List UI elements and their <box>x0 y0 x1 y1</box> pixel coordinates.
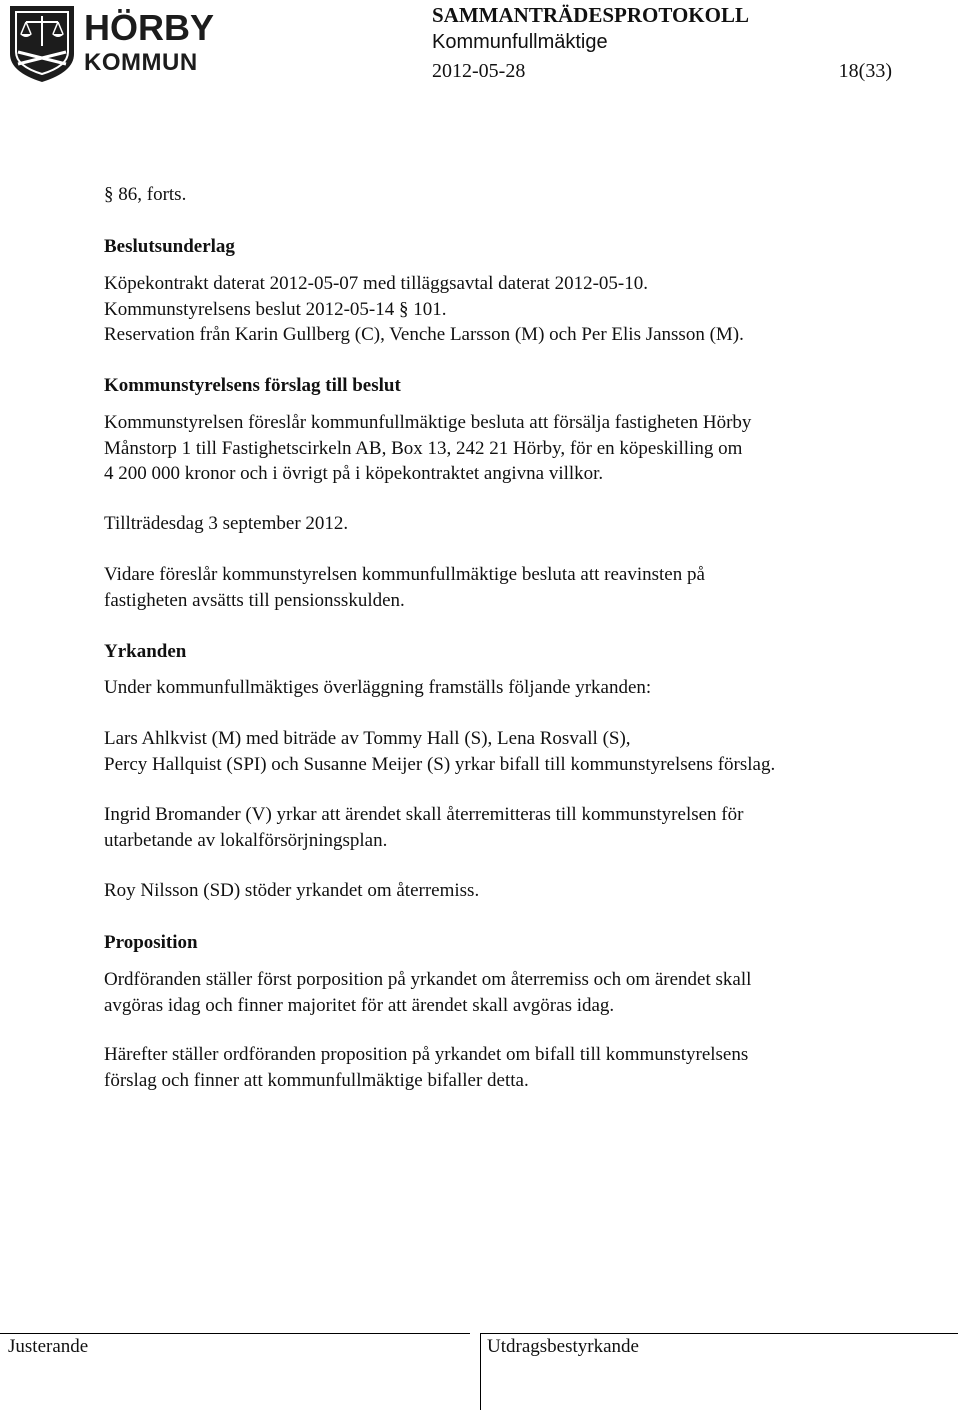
paragraph-yrkande-bromander <box>104 802 900 853</box>
text-line: Kommunstyrelsens beslut 2012-05-14 § 101. <box>104 298 447 320</box>
municipality-logo <box>8 2 215 84</box>
text-line: Kommunstyrelsen föreslår kommunfullmäktige besluta att försälja fastigheten Hörby <box>104 412 752 433</box>
text-line: Månstorp 1 till Fastighetscirkeln AB, Box 13, 242 21 Hörby, för en köpeskilling om <box>104 437 743 459</box>
footer-utdragsbestyrkande-label: Utdragsbestyrkande <box>487 1336 639 1357</box>
paragraph-tilltradesdag <box>104 511 900 537</box>
section-number: § 86, forts. <box>104 184 187 205</box>
text-line: Ingrid Bromander (V) yrkar att ärendet skall återremitteras till kommunstyrelsen för <box>104 804 744 825</box>
heading-proposition: Proposition <box>104 932 198 953</box>
text-line: fastigheten avsätts till pensionsskulden. <box>104 589 405 611</box>
text-line: Percy Hallquist (SPI) och Susanne Meijer (S) yrkar bifall till kommunstyrelsens förslag. <box>104 753 776 775</box>
text-line: Vidare föreslår kommunstyrelsen kommunfullmäktige besluta att reavinsten på <box>104 564 705 585</box>
text-line: avgöras idag och finner majoritet för att ärendet skall avgöras idag. <box>104 994 615 1016</box>
heading-beslutsunderlag: Beslutsunderlag <box>104 236 235 257</box>
text-line: Roy Nilsson (SD) stöder yrkandet om återremiss. <box>104 880 480 901</box>
page-number: 18(33) <box>838 60 892 82</box>
meeting-date: 2012-05-28 <box>432 60 526 82</box>
text-line: utarbetande av lokalförsörjningsplan. <box>104 829 388 851</box>
heading-yrkanden: Yrkanden <box>104 641 187 662</box>
paragraph-yrkande-ahlkvist <box>104 726 900 777</box>
text-line: Tillträdesdag 3 september 2012. <box>104 513 349 534</box>
paragraph-overlaggning <box>104 675 900 701</box>
paragraph-proposition-1 <box>104 967 900 1018</box>
paragraph-yrkande-nilsson <box>104 878 900 904</box>
text-line: Ordföranden ställer först porposition på yrkandet om återremiss och om ärendet skall <box>104 969 752 990</box>
text-line: Under kommunfullmäktiges överläggning framställs följande yrkanden: <box>104 677 652 698</box>
text-line: Köpekontrakt daterat 2012-05-07 med tilläggsavtal daterat 2012-05-10. <box>104 273 648 294</box>
document-header <box>432 2 892 86</box>
committee-name: Kommunfullmäktige <box>432 31 608 53</box>
text-line: förslag och finner att kommunfullmäktige bifaller detta. <box>104 1069 529 1091</box>
text-line: Härefter ställer ordföranden proposition på yrkandet om bifall till kommunstyrelsens <box>104 1044 749 1065</box>
paragraph-forslag <box>104 410 900 487</box>
text-line: Lars Ahlkvist (M) med biträde av Tommy Hall (S), Lena Rosvall (S), <box>104 728 631 749</box>
paragraph-proposition-2 <box>104 1042 900 1093</box>
footer-column-divider <box>480 1333 481 1410</box>
text-line: Reservation från Karin Gullberg (C), Venche Larsson (M) och Per Elis Jansson (M). <box>104 324 744 345</box>
text-line: 4 200 000 kronor och i övrigt på i köpekontraktet angivna villkor. <box>104 463 604 484</box>
paragraph-beslutsunderlag <box>104 271 900 348</box>
logo-text-bottom: KOMMUN <box>84 49 198 76</box>
logo-text-top: HÖRBY <box>84 7 215 48</box>
heading-forslag: Kommunstyrelsens förslag till beslut <box>104 375 401 396</box>
paragraph-reavinst <box>104 562 900 613</box>
document-title: SAMMANTRÄDESPROTOKOLL <box>432 3 749 27</box>
footer-justerande-label: Justerande <box>8 1336 89 1357</box>
